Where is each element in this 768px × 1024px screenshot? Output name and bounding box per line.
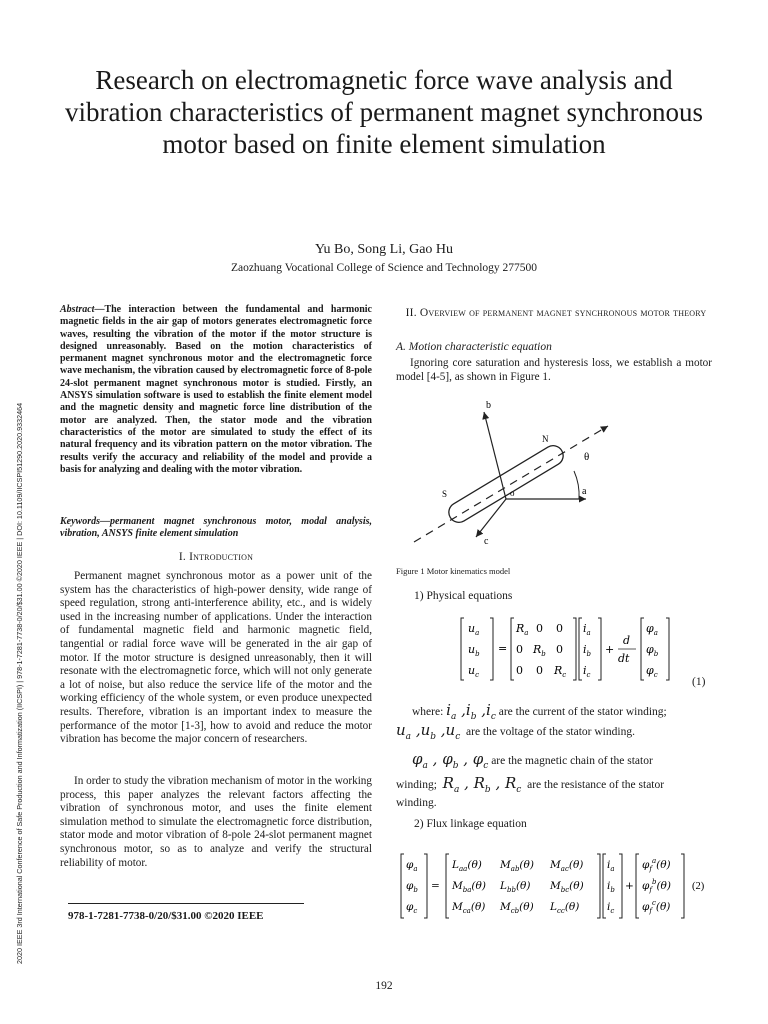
label-theta: θ — [584, 451, 590, 463]
physical-equations-heading: 1) Physical equations — [414, 590, 513, 602]
d-axis-dashed — [414, 426, 608, 542]
abstract-dash: — — [94, 304, 105, 315]
equation-1 — [460, 614, 690, 684]
where-current-text: are the current of the stator winding; — [498, 706, 667, 718]
theta-arc — [574, 471, 579, 499]
flux-linkage-heading: 2) Flux linkage equation — [414, 818, 527, 830]
svg-text:φfb(θ): $\varphi_f^b(\theta)$ — [642, 878, 671, 894]
svg-text:φc: $\varphi_c$ — [406, 901, 418, 915]
svg-text:+: + — [605, 643, 615, 656]
paper-title: Research on electromagnetic force wave analysis and vibration characteristics of permanent magnet synchronous motor based on finite element simulation — [64, 65, 704, 159]
where-prefix: where: — [412, 706, 444, 718]
where-voltage-text: are the voltage of the stator winding. — [466, 726, 635, 738]
svg-text:dt: dt — [618, 652, 630, 665]
authors: Yu Bo, Song Li, Gao Hu — [314, 242, 454, 257]
rotor-magnet — [445, 442, 567, 526]
section2-para-text: Ignoring core saturation and hysteresis loss, we establish a motor model [4-5], as shown in Figure 1. — [396, 357, 712, 383]
label-o: o — [510, 488, 515, 498]
svg-text:0: 0 — [556, 643, 563, 656]
intro-paragraph-2 — [60, 775, 372, 870]
affiliation: Zaozhuang Vocational College of Science and Technology 277500 — [230, 262, 538, 274]
svg-text:0: 0 — [516, 643, 523, 656]
svg-text:ua: $u_a$ — [468, 622, 480, 637]
keywords-heading: Keywords — [60, 516, 100, 527]
svg-text:φa: $\varphi_a$ — [406, 859, 418, 873]
intro-para2-text: In order to study the vibration mechanism of motor in the working process, this paper analyzes the relevant factors affecting the vibration of synchronous motor, and uses the finite element simulation method to simulate the electromagnetic force distribution, stator mode and motor vibration of 8-pole 24-slot permanent magnet synchronous motor, so as to analyze and verify the structural reliability of motor. — [60, 775, 372, 869]
svg-text:φa: $\varphi_a$ — [646, 622, 658, 637]
label-S: S — [442, 489, 448, 499]
svg-text:0: 0 — [536, 622, 543, 635]
page-number: 192 — [375, 980, 393, 992]
svg-text:=: = — [431, 880, 440, 892]
label-b: b — [486, 400, 491, 411]
label-c: c — [484, 536, 489, 547]
svg-text:+: + — [625, 880, 634, 892]
svg-text:Lcc(θ): $L_{cc}(\theta)$ — [550, 901, 580, 915]
section2-paragraph — [396, 357, 712, 384]
svg-text:Mcb(θ): $M_{cb}(\theta)$ — [500, 901, 534, 915]
conference-sidebar: 2020 IEEE 3rd International Conference of Safe Production and Informatization (IICSPI) | 978-1-7281-7738-0/20/$31.00 ©2020 IEEE | DOI: 10.1109/IICSPI51290.2020.9332464 — [15, 402, 24, 964]
svg-text:0: 0 — [556, 622, 563, 635]
svg-text:0: 0 — [536, 664, 543, 677]
motor-kinematics-figure — [396, 392, 616, 562]
where-resistance-line — [396, 776, 712, 797]
voltage-symbols: $u_a$ $,u_b$ $,u_c$ — [396, 721, 461, 742]
subsection-heading: A. Motion characteristic equation — [396, 341, 552, 353]
current-symbols: $i_a$ $,i_b$ $,i_c$ — [446, 701, 496, 722]
svg-text:Mbc(θ): $M_{bc}(\theta)$ — [550, 880, 584, 894]
svg-text:uc: $u_c$ — [468, 664, 480, 679]
where-voltage-line — [396, 723, 712, 744]
svg-text:Ra: $R_a$ — [516, 622, 529, 637]
svg-text:ib: $i_b$ — [583, 643, 592, 658]
svg-text:Mca(θ): $M_{ca}(\theta)$ — [452, 901, 486, 915]
abstract — [60, 304, 372, 476]
keywords-text: permanent magnet synchronous motor, modal analysis, vibration, ANSYS finite element simulation — [60, 516, 372, 540]
abstract-text: The interaction between the fundamental and harmonic magnetic fields in the air gap of motors generates electromagnetic force waves, resulting the vibration of the motor if the motor structure is designed unreasonably. Based on the motion characteristics of permanent magnet synchronous motor and the electromagnetic force wave mechanism, the vibration caused by electromagnetic force of 8-pole 24-slot permanent magnet synchronous motor is studied. Firstly, an ANSYS simulation software is used to establish the finite element model and the magnetic density and magnetic force line distribution of the motor are analyzed. Then, the stator mode and the vibration characteristics of the motor are simulated to study the effect of its natural frequency and its vibration pattern on the motor vibration. The results verify the accuracy and reliability of the model and provide a basis for analyzing and dealing with the motor vibration. — [60, 304, 372, 475]
svg-text:Laa(θ): $L_{aa}(\theta)$ — [452, 859, 482, 873]
where-chain-line — [412, 752, 712, 773]
where-winding-end: winding. — [396, 797, 437, 809]
b-axis — [484, 412, 506, 499]
svg-text:φfc(θ): $\varphi_f^c(\theta)$ — [642, 899, 671, 915]
equation-2-number: (2) — [692, 881, 705, 892]
svg-text:ub: $u_b$ — [468, 643, 480, 658]
keywords-dash: — — [100, 516, 110, 527]
svg-text:ic: $i_c$ — [583, 664, 591, 679]
label-N: N — [542, 434, 549, 444]
intro-para1-text: Permanent magnet synchronous motor as a power unit of the system has the characteristics of high-power density, wide range of speed regulation, strong anti-interference ability, etc., and is widely used in the increasing number of applications. Under the interaction of fundamental magnetic field and harmonic magnetic field, tangential or radial force wave will be generated in the air gap of motor. If the motor structure is designed unreasonably, then it will resonate with the electromagnetic force, which will not only generate a lot of noise, but also reduce the service life of the motor and the working efficiency of the whole system, or even produce unexpected results. Therefore, vibration is an important index to measure the performance of the motor [1-3], how to avoid and reduce the motor vibration has become the major concern of researchers. — [60, 570, 372, 746]
where-chain-text: are the magnetic chain of the stator — [491, 755, 653, 767]
intro-paragraph-1 — [60, 570, 372, 747]
svg-text:φb: $\varphi_b$ — [406, 880, 418, 894]
svg-text:φfa(θ): $\varphi_f^a(\theta)$ — [642, 857, 671, 873]
figure-caption: Figure 1 Motor kinematics model — [396, 566, 511, 576]
svg-text:=: = — [498, 642, 508, 655]
svg-text:Lbb(θ): $L_{bb}(\theta)$ — [500, 880, 531, 894]
resistance-symbols: $R_a$ , $R_b$ , $R_c$ — [442, 774, 522, 795]
svg-text:0: 0 — [516, 664, 523, 677]
equation-2 — [396, 848, 716, 922]
abstract-heading: Abstract — [60, 304, 95, 315]
svg-text:ib: $i_b$ — [607, 880, 615, 894]
svg-text:Rc: $R_c$ — [554, 664, 567, 679]
svg-text:ic: $i_c$ — [607, 901, 615, 915]
where-winding-text: winding; — [396, 779, 437, 791]
copyright-line: 978-1-7281-7738-0/20/$31.00 ©2020 IEEE — [68, 910, 264, 922]
svg-text:φc: $\varphi_c$ — [646, 664, 658, 679]
svg-text:Rb: $R_b$ — [533, 643, 546, 658]
svg-text:ia: $i_a$ — [607, 859, 615, 873]
svg-text:Mab(θ): $M_{ab}(\theta)$ — [500, 859, 534, 873]
svg-text:φb: $\varphi_b$ — [646, 643, 659, 658]
section-heading-introduction: I. Introduction — [178, 551, 254, 563]
chain-symbols: $\varphi_a$ , $\varphi_b$ , $\varphi_c$ — [412, 750, 489, 771]
keywords — [60, 516, 372, 541]
svg-text:d: d — [623, 634, 631, 647]
svg-text:ia: $i_a$ — [583, 622, 591, 637]
footnote-rule — [68, 903, 304, 904]
where-resistance-text: are the resistance of the stator — [527, 779, 665, 791]
label-a: a — [582, 486, 587, 497]
section-heading-overview: II. Overview of permanent magnet synchronous motor theory — [405, 307, 707, 319]
equation-1-number: (1) — [692, 676, 706, 688]
svg-text:Mba(θ): $M_{ba}(\theta)$ — [452, 880, 486, 894]
svg-text:Mac(θ): $M_{ac}(\theta)$ — [550, 859, 584, 873]
